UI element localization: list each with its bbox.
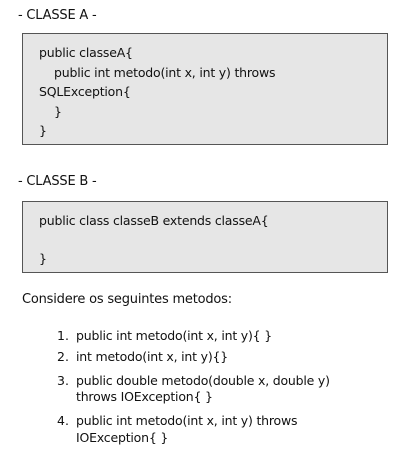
option-text: public double metodo(double x, double y) (76, 373, 330, 388)
class-b-code-line: } (39, 251, 47, 266)
option-number: 3. (57, 373, 69, 388)
class-b-code-box (22, 201, 388, 273)
class-a-code-line: SQLException{ (39, 84, 131, 99)
option-text: int metodo(int x, int y){} (76, 349, 229, 364)
option-text: public int metodo(int x, int y){ } (76, 328, 272, 343)
class-a-code-line: } (39, 123, 47, 138)
class-a-code-box (22, 33, 388, 145)
option-number: 1. (57, 328, 69, 343)
question-intro: Considere os seguintes metodos: (22, 292, 232, 307)
option-text: public int metodo(int x, int y) throws (76, 413, 298, 428)
class-a-code-line: public classeA{ (39, 45, 133, 60)
option-text: IOException{ } (76, 430, 169, 445)
class-a-code-line: } (54, 104, 62, 119)
option-text: throws IOException{ } (76, 389, 213, 404)
class-a-heading: - CLASSE A - (18, 8, 97, 23)
class-a-code-line: public int metodo(int x, int y) throws (54, 65, 276, 80)
option-number: 4. (57, 413, 69, 428)
class-b-code-line: public class classeB extends classeA{ (39, 213, 269, 228)
class-b-heading: - CLASSE B - (18, 174, 97, 189)
option-number: 2. (57, 349, 69, 364)
